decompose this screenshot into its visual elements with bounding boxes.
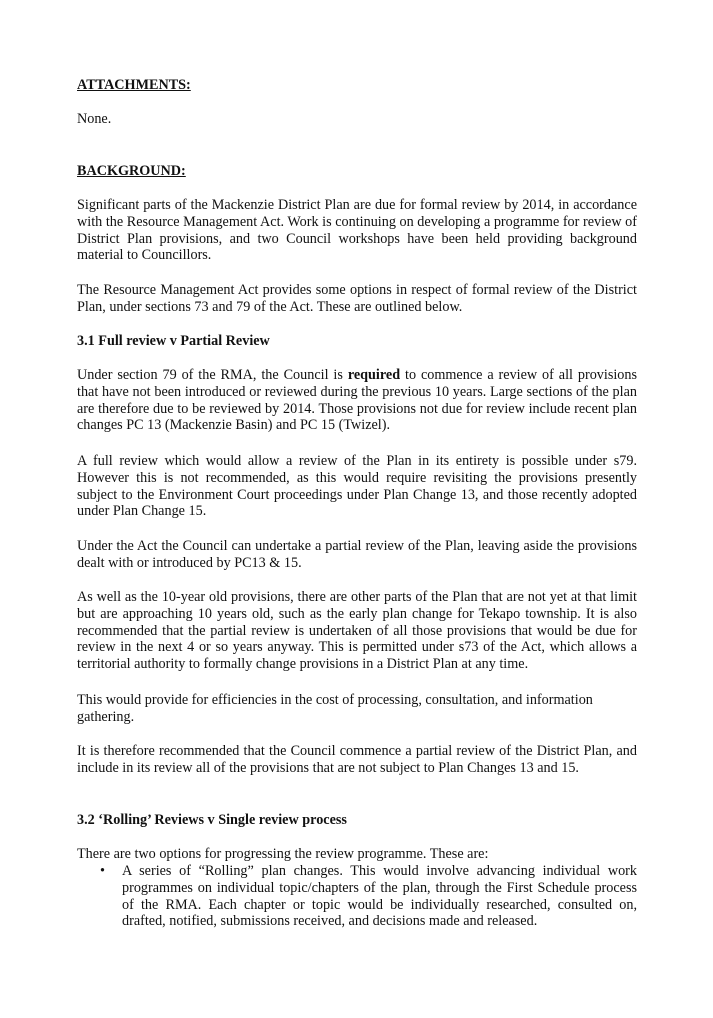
bullet-text: A series of “Rolling” plan changes. This would involve advancing individual work programmes on individual topic/chapters of the plan, through the First Schedule process of the RMA. Each chapter or topic would be individually researched, consulted on, drafted, notified, submissions received, and decisions made and released. <box>122 863 637 930</box>
section-3-1-heading: 3.1 Full review v Partial Review <box>77 333 270 349</box>
section-3-1-paragraph-3: Under the Act the Council can undertake a partial review of the Plan, leaving aside the provisions dealt with or introduced by PC13 & 15. <box>77 538 637 571</box>
emphasis-required: required <box>347 367 401 383</box>
paragraph-text: to commence a review of all provisions that have not been introduced or reviewed during the previous 10 years. Large sections of the plan are therefore due to be reviewed by 2014. Those provisions not due for review include recent plan changes PC 13 (Mackenzie Basin) and PC 15 (Twizel). <box>77 367 638 434</box>
background-heading: BACKGROUND: <box>77 163 186 179</box>
section-3-1-paragraph-6: It is therefore recommended that the Council commence a partial review of the District Plan, and include in its review all of the provisions that are not subject to Plan Changes 13 and 15. <box>77 743 637 776</box>
attachments-body: None. <box>77 111 112 127</box>
attachments-heading: ATTACHMENTS: <box>77 77 191 93</box>
paragraph-text: Under section 79 of the RMA, the Council is <box>77 367 348 383</box>
section-3-1-paragraph-4: As well as the 10-year old provisions, there are other parts of the Plan that are not yet at that limit but are approaching 10 years old, such as the early plan change for Tekapo township. It is also recommended that the partial review is undertaken of all those provisions that would be due for review in the next 4 or so years anyway. This is permitted under s73 of the Act, which allows a territorial authority to formally change provisions in a District Plan at any time. <box>77 589 637 673</box>
section-3-2-heading: 3.2 ‘Rolling’ Reviews v Single review process <box>77 812 347 828</box>
section-3-1-paragraph-2: A full review which would allow a review of the Plan in its entirety is possible under s79. However this is not recommended, as this would require revisiting the provisions presently subject to the Environment Court proceedings under Plan Change 13, and those recently adopted under Plan Change 15. <box>77 453 637 520</box>
section-3-1-paragraph-1 <box>77 367 637 434</box>
background-paragraph-1: Significant parts of the Mackenzie District Plan are due for formal review by 2014, in accordance with the Resource Management Act. Work is continuing on developing a programme for review of District Plan provisions, and two Council workshops have been held providing background material to Councillors. <box>77 197 637 264</box>
section-3-1-paragraph-5: This would provide for efficiencies in the cost of processing, consultation, and information gathering. <box>77 692 593 725</box>
section-3-2-intro: There are two options for progressing the review programme. These are: <box>77 846 489 862</box>
background-paragraph-2: The Resource Management Act provides some options in respect of formal review of the District Plan, under sections 73 and 79 of the Act. These are outlined below. <box>77 282 637 315</box>
bullet-icon: • <box>100 863 105 879</box>
